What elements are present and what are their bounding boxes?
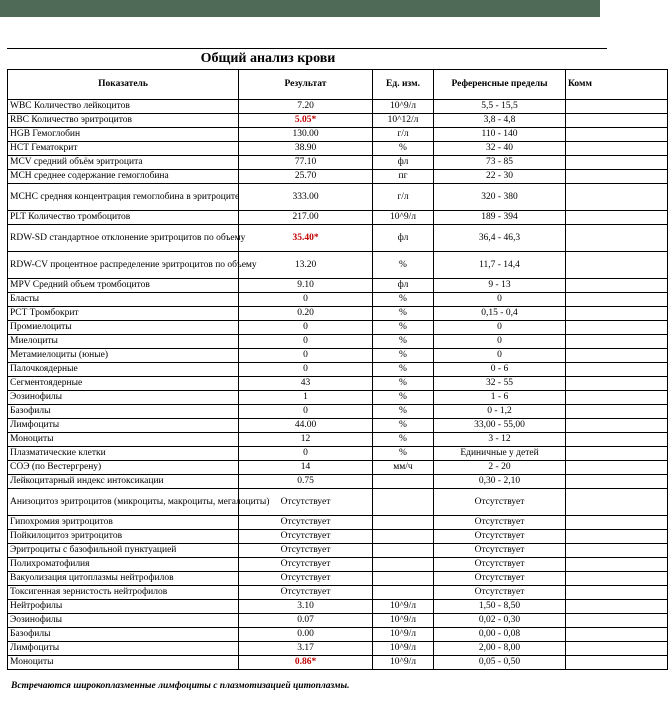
cell-unit: 10^9/л <box>373 628 434 642</box>
cell-comment <box>566 377 668 391</box>
cell-result: 5.05* <box>239 114 373 128</box>
cell-comment <box>566 211 668 225</box>
cell-result: 12 <box>239 433 373 447</box>
table-row <box>8 642 668 656</box>
cell-comment <box>566 279 668 293</box>
table-row <box>8 321 668 335</box>
cell-result: Отсутствует <box>239 489 373 516</box>
cell-reference: 1 - 6 <box>434 391 566 405</box>
cell-unit: % <box>373 252 434 279</box>
cell-reference: Отсутствует <box>434 558 566 572</box>
cell-comment <box>566 419 668 433</box>
cell-unit: мм/ч <box>373 461 434 475</box>
cell-comment <box>566 225 668 252</box>
cell-comment <box>566 363 668 377</box>
cell-result: 1 <box>239 391 373 405</box>
cell-unit: 10^9/л <box>373 656 434 670</box>
table-row <box>8 516 668 530</box>
header-unit: Ед. изм. <box>373 70 434 100</box>
cell-comment <box>566 142 668 156</box>
cell-unit <box>373 530 434 544</box>
table-row <box>8 433 668 447</box>
table-row <box>8 225 668 252</box>
cell-result: 0 <box>239 293 373 307</box>
cell-result: 0 <box>239 335 373 349</box>
cell-reference: 0,15 - 0,4 <box>434 307 566 321</box>
cell-name: RDW-CV процентное распределение эритроцитов по объему <box>8 252 239 279</box>
cell-reference: 3 - 12 <box>434 433 566 447</box>
table-row <box>8 419 668 433</box>
cell-name: Моноциты <box>8 656 239 670</box>
header-result: Результат <box>239 70 373 100</box>
cell-unit: % <box>373 335 434 349</box>
cell-unit: фл <box>373 156 434 170</box>
cell-unit: г/л <box>373 128 434 142</box>
table-row <box>8 279 668 293</box>
table-row <box>8 461 668 475</box>
cell-result: 0 <box>239 321 373 335</box>
cell-reference: 73 - 85 <box>434 156 566 170</box>
cell-unit: фл <box>373 225 434 252</box>
cell-unit: % <box>373 363 434 377</box>
cell-result: 0.86* <box>239 656 373 670</box>
title-rule <box>7 48 607 49</box>
cell-reference: Отсутствует <box>434 530 566 544</box>
cell-unit: 10^12/л <box>373 114 434 128</box>
cell-reference: 320 - 380 <box>434 184 566 211</box>
cell-result: 130.00 <box>239 128 373 142</box>
table-row <box>8 293 668 307</box>
cell-result: 38.90 <box>239 142 373 156</box>
cell-name: RBC Количество эритроцитов <box>8 114 239 128</box>
cell-unit: % <box>373 391 434 405</box>
report-title-text: Общий анализ крови <box>200 51 336 66</box>
cell-result: 43 <box>239 377 373 391</box>
cell-reference: 0,02 - 0,30 <box>434 614 566 628</box>
cell-comment <box>566 572 668 586</box>
table-row <box>8 377 668 391</box>
cell-reference: 0,30 - 2,10 <box>434 475 566 489</box>
cell-comment <box>566 307 668 321</box>
cell-unit: % <box>373 293 434 307</box>
table-row <box>8 307 668 321</box>
cell-name: Пойкилоцитоз эритроцитов <box>8 530 239 544</box>
cell-unit <box>373 572 434 586</box>
cell-reference: 32 - 55 <box>434 377 566 391</box>
cell-result: 7.20 <box>239 100 373 114</box>
cell-result: 0 <box>239 447 373 461</box>
cell-reference: 1,50 - 8,50 <box>434 600 566 614</box>
cell-unit: % <box>373 307 434 321</box>
cell-comment <box>566 628 668 642</box>
cell-reference: Единичные у детей <box>434 447 566 461</box>
cell-result: 9.10 <box>239 279 373 293</box>
table-row <box>8 600 668 614</box>
cell-comment <box>566 170 668 184</box>
table-row <box>8 391 668 405</box>
cell-comment <box>566 586 668 600</box>
cell-result: Отсутствует <box>239 572 373 586</box>
cell-comment <box>566 489 668 516</box>
cell-reference: 36,4 - 46,3 <box>434 225 566 252</box>
cell-name: WBC Количество лейкоцитов <box>8 100 239 114</box>
cell-unit: 10^9/л <box>373 614 434 628</box>
cell-name: Лейкоцитарный индекс интоксикации <box>8 475 239 489</box>
cell-name: Базофилы <box>8 405 239 419</box>
cell-reference: 32 - 40 <box>434 142 566 156</box>
report-title <box>0 50 600 68</box>
table-row <box>8 114 668 128</box>
top-banner <box>0 0 600 17</box>
cell-name: PLT Количество тромбоцитов <box>8 211 239 225</box>
cell-reference: 0 <box>434 335 566 349</box>
cell-name: MCV средний объём эритроцита <box>8 156 239 170</box>
cell-reference: 0 <box>434 349 566 363</box>
cell-name: Бласты <box>8 293 239 307</box>
cell-unit: фл <box>373 279 434 293</box>
table-row <box>8 335 668 349</box>
cell-comment <box>566 184 668 211</box>
cell-name: MCHC средняя концентрация гемоглобина в эритроците <box>8 184 239 211</box>
cell-reference: Отсутствует <box>434 516 566 530</box>
cell-unit: % <box>373 321 434 335</box>
header-reference: Референсные пределы <box>434 70 566 100</box>
cell-comment <box>566 461 668 475</box>
cell-result: 0.07 <box>239 614 373 628</box>
table-row <box>8 100 668 114</box>
cell-name: Эозинофилы <box>8 391 239 405</box>
table-row <box>8 170 668 184</box>
cell-reference: 0,00 - 0,08 <box>434 628 566 642</box>
table-row <box>8 628 668 642</box>
cell-name: Промиелоциты <box>8 321 239 335</box>
cell-reference: 33,00 - 55,00 <box>434 419 566 433</box>
cell-reference: 11,7 - 14,4 <box>434 252 566 279</box>
cell-unit: % <box>373 377 434 391</box>
cell-name: Палочкоядерные <box>8 363 239 377</box>
cell-name: Лимфоциты <box>8 642 239 656</box>
cell-result: 77.10 <box>239 156 373 170</box>
cell-name: Миелоциты <box>8 335 239 349</box>
cell-reference: 0 - 6 <box>434 363 566 377</box>
table-row <box>8 156 668 170</box>
cell-unit <box>373 558 434 572</box>
cell-result: 0.20 <box>239 307 373 321</box>
cell-reference: 0 - 1,2 <box>434 405 566 419</box>
table-row <box>8 349 668 363</box>
table-row <box>8 572 668 586</box>
cell-unit <box>373 475 434 489</box>
cell-comment <box>566 475 668 489</box>
cell-name: Анизоцитоз эритроцитов (микроциты, макроциты, мегалоциты) <box>8 489 239 516</box>
cell-unit <box>373 586 434 600</box>
cell-reference: 0 <box>434 321 566 335</box>
cell-reference: 0,05 - 0,50 <box>434 656 566 670</box>
cell-name: Гипохромия эритроцитов <box>8 516 239 530</box>
cell-result: 0.75 <box>239 475 373 489</box>
footnote: Встречаются широкоплазменные лимфоциты с плазмотизацией цитоплазмы. <box>11 681 350 691</box>
cell-comment <box>566 156 668 170</box>
cell-result: Отсутствует <box>239 586 373 600</box>
cell-reference: Отсутствует <box>434 544 566 558</box>
cell-result: 25.70 <box>239 170 373 184</box>
cell-unit <box>373 516 434 530</box>
cell-name: Вакуолизация цитоплазмы нейтрофилов <box>8 572 239 586</box>
cell-result: 0 <box>239 405 373 419</box>
table-row <box>8 530 668 544</box>
cell-result: 0.00 <box>239 628 373 642</box>
cell-comment <box>566 558 668 572</box>
table-row <box>8 656 668 670</box>
table-row <box>8 614 668 628</box>
cell-comment <box>566 391 668 405</box>
cell-comment <box>566 433 668 447</box>
cell-comment <box>566 100 668 114</box>
cell-name: Эритроциты с базофильной пунктуацией <box>8 544 239 558</box>
cell-comment <box>566 349 668 363</box>
cell-result: 0 <box>239 349 373 363</box>
cell-name: Токсигенная зернистость нейтрофилов <box>8 586 239 600</box>
cell-name: СОЭ (по Вестергрену) <box>8 461 239 475</box>
cell-name: Моноциты <box>8 433 239 447</box>
table-row <box>8 447 668 461</box>
cell-unit: % <box>373 349 434 363</box>
cell-reference: 0 <box>434 293 566 307</box>
cell-comment <box>566 252 668 279</box>
table-row <box>8 475 668 489</box>
cell-unit: 10^9/л <box>373 600 434 614</box>
cell-comment <box>566 656 668 670</box>
table-row <box>8 363 668 377</box>
cell-comment <box>566 128 668 142</box>
cell-name: MCH среднее содержание гемоглобина <box>8 170 239 184</box>
cell-name: Базофилы <box>8 628 239 642</box>
cell-reference: Отсутствует <box>434 572 566 586</box>
header-comment: Комм <box>566 70 668 100</box>
cell-name: Нейтрофилы <box>8 600 239 614</box>
table-header-row <box>8 70 668 100</box>
cell-comment <box>566 530 668 544</box>
table-row <box>8 142 668 156</box>
cell-result: 333.00 <box>239 184 373 211</box>
cell-result: 35.40* <box>239 225 373 252</box>
cell-unit: % <box>373 419 434 433</box>
cell-reference: 9 - 13 <box>434 279 566 293</box>
cell-comment <box>566 335 668 349</box>
cell-comment <box>566 614 668 628</box>
cell-reference: 22 - 30 <box>434 170 566 184</box>
cell-result: 14 <box>239 461 373 475</box>
cell-reference: 3,8 - 4,8 <box>434 114 566 128</box>
cell-reference: 2 - 20 <box>434 461 566 475</box>
cell-comment <box>566 114 668 128</box>
cell-result: 44.00 <box>239 419 373 433</box>
table-row <box>8 128 668 142</box>
cell-unit: % <box>373 447 434 461</box>
cell-result: Отсутствует <box>239 544 373 558</box>
table-row <box>8 252 668 279</box>
cell-unit: % <box>373 142 434 156</box>
table-row <box>8 586 668 600</box>
cell-name: HGB Гемоглобин <box>8 128 239 142</box>
cell-result: Отсутствует <box>239 516 373 530</box>
cell-unit: г/л <box>373 184 434 211</box>
cell-name: RDW-SD стандартное отклонение эритроцитов по объему <box>8 225 239 252</box>
cell-name: Метамиелоциты (юные) <box>8 349 239 363</box>
cell-unit: 10^9/л <box>373 642 434 656</box>
cell-reference: 110 - 140 <box>434 128 566 142</box>
table-row <box>8 558 668 572</box>
cell-comment <box>566 642 668 656</box>
cell-unit <box>373 544 434 558</box>
cell-result: 3.17 <box>239 642 373 656</box>
cell-name: Полихроматофилия <box>8 558 239 572</box>
cell-reference: 5,5 - 15,5 <box>434 100 566 114</box>
cell-unit <box>373 489 434 516</box>
cell-name: Эозинофилы <box>8 614 239 628</box>
cell-result: Отсутствует <box>239 558 373 572</box>
table-row <box>8 544 668 558</box>
cell-reference: 189 - 394 <box>434 211 566 225</box>
results-table <box>7 69 668 670</box>
cell-comment <box>566 544 668 558</box>
cell-result: 3.10 <box>239 600 373 614</box>
cell-comment <box>566 516 668 530</box>
cell-unit: пг <box>373 170 434 184</box>
cell-result: 217.00 <box>239 211 373 225</box>
cell-result: 0 <box>239 363 373 377</box>
cell-reference: 2,00 - 8,00 <box>434 642 566 656</box>
cell-name: MPV Средний объем тромбоцитов <box>8 279 239 293</box>
cell-name: PCT Тромбокрит <box>8 307 239 321</box>
cell-name: Сегментоядерные <box>8 377 239 391</box>
cell-result: 13.20 <box>239 252 373 279</box>
table-row <box>8 489 668 516</box>
cell-comment <box>566 405 668 419</box>
cell-unit: 10^9/л <box>373 100 434 114</box>
table-row <box>8 184 668 211</box>
cell-comment <box>566 600 668 614</box>
cell-name: Лимфоциты <box>8 419 239 433</box>
cell-comment <box>566 293 668 307</box>
cell-unit: % <box>373 405 434 419</box>
cell-unit: % <box>373 433 434 447</box>
header-name: Показатель <box>8 70 239 100</box>
cell-result: Отсутствует <box>239 530 373 544</box>
cell-comment <box>566 447 668 461</box>
cell-name: Плазматические клетки <box>8 447 239 461</box>
cell-unit: 10^9/л <box>373 211 434 225</box>
cell-reference: Отсутствует <box>434 489 566 516</box>
cell-comment <box>566 321 668 335</box>
table-row <box>8 405 668 419</box>
cell-name: HCT Гематокрит <box>8 142 239 156</box>
table-row <box>8 211 668 225</box>
cell-reference: Отсутствует <box>434 586 566 600</box>
